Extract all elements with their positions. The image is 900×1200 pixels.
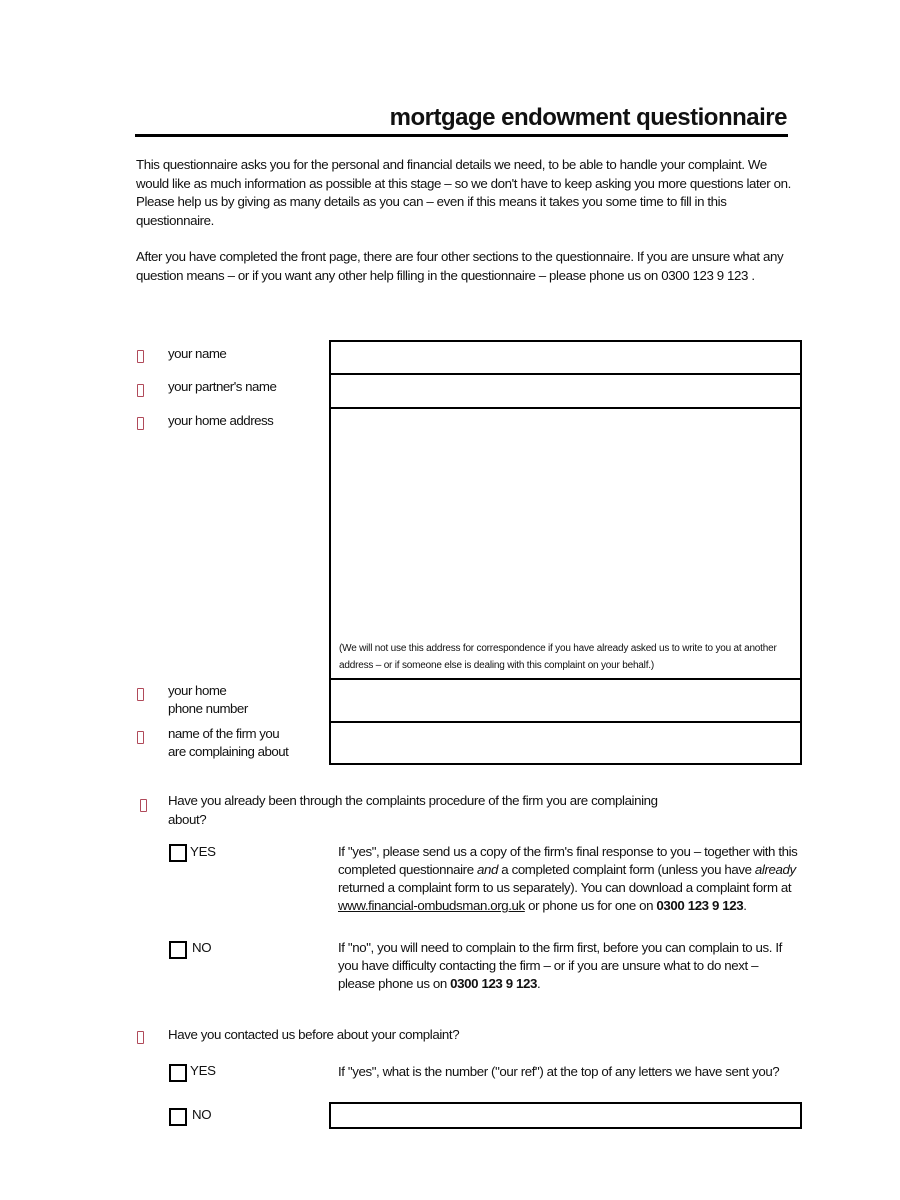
question-2: Have you contacted us before about your complaint? [168, 1027, 460, 1042]
bullet-icon [137, 1031, 144, 1044]
q2-yes-label: YES [190, 1063, 216, 1078]
title-rule [135, 134, 788, 137]
label-firm: name of the firm you are complaining about [168, 726, 289, 759]
question-1: Have you already been through the complaints procedure of the firm you are complaining about? [168, 793, 658, 827]
q2-no-checkbox[interactable] [169, 1108, 187, 1126]
partner-name-input[interactable] [329, 373, 802, 409]
label-address: your home address [168, 413, 274, 428]
q1-no-label: NO [192, 940, 212, 955]
bullet-icon [137, 384, 144, 397]
our-ref-input[interactable] [329, 1102, 802, 1129]
bullet-icon [137, 731, 144, 744]
q1-no-checkbox[interactable] [169, 941, 187, 959]
bullet-icon [137, 688, 144, 701]
bullet-icon [137, 417, 144, 430]
q2-yes-text: If "yes", what is the number ("our ref") at the top of any letters we have sent you? [338, 1064, 780, 1079]
q1-no-text: If "no", you will need to complain to the firm first, before you can complain to us. If you have difficulty contacting the firm – or if you are unsure what to do next – please phone us on 0300 123 9 123. [338, 940, 782, 991]
bullet-icon [137, 350, 144, 363]
ombudsman-link[interactable]: www.financial-ombudsman.org.uk [338, 898, 525, 913]
label-name: your name [168, 346, 227, 361]
address-input[interactable] [329, 407, 802, 680]
firm-input[interactable] [329, 721, 802, 765]
label-partner: your partner's name [168, 379, 277, 394]
q1-yes-text: If "yes", please send us a copy of the firm's final response to you – together with this completed questionnaire and a completed complaint form (unless you have already returned a complaint form to us separately). You can download a complaint form at www.financial-ombudsman.org.uk or phone us for one on 0300 123 9 123. [338, 844, 798, 913]
q2-yes-checkbox[interactable] [169, 1064, 187, 1082]
intro-paragraph: This questionnaire asks you for the personal and financial details we need, to be able to handle your complaint. We would like as much information as possible at this stage – so we don't have to keep asking you more questions later on. Please help us by giving as many details as you can – even if this means it takes you some time to fill in this questionnaire. [136, 157, 791, 228]
phone-input[interactable] [329, 678, 802, 723]
document-title: mortgage endowment questionnaire [389, 104, 787, 131]
label-phone: your home phone number [168, 683, 248, 716]
bullet-icon [140, 799, 147, 812]
name-input[interactable] [329, 340, 802, 375]
intro-paragraph: After you have completed the front page, there are four other sections to the questionnaire. If you are unsure what any question means – or if you want any other help filling in the questionnaire – please phone us on 0300 123 9 123 . [136, 249, 784, 283]
address-note: (We will not use this address for correspondence if you have already asked us to write to you at another address – or if someone else is dealing with this complaint on your behalf.) [339, 643, 777, 671]
q2-no-label: NO [192, 1107, 212, 1122]
q1-yes-label: YES [190, 844, 216, 859]
q1-yes-checkbox[interactable] [169, 844, 187, 862]
